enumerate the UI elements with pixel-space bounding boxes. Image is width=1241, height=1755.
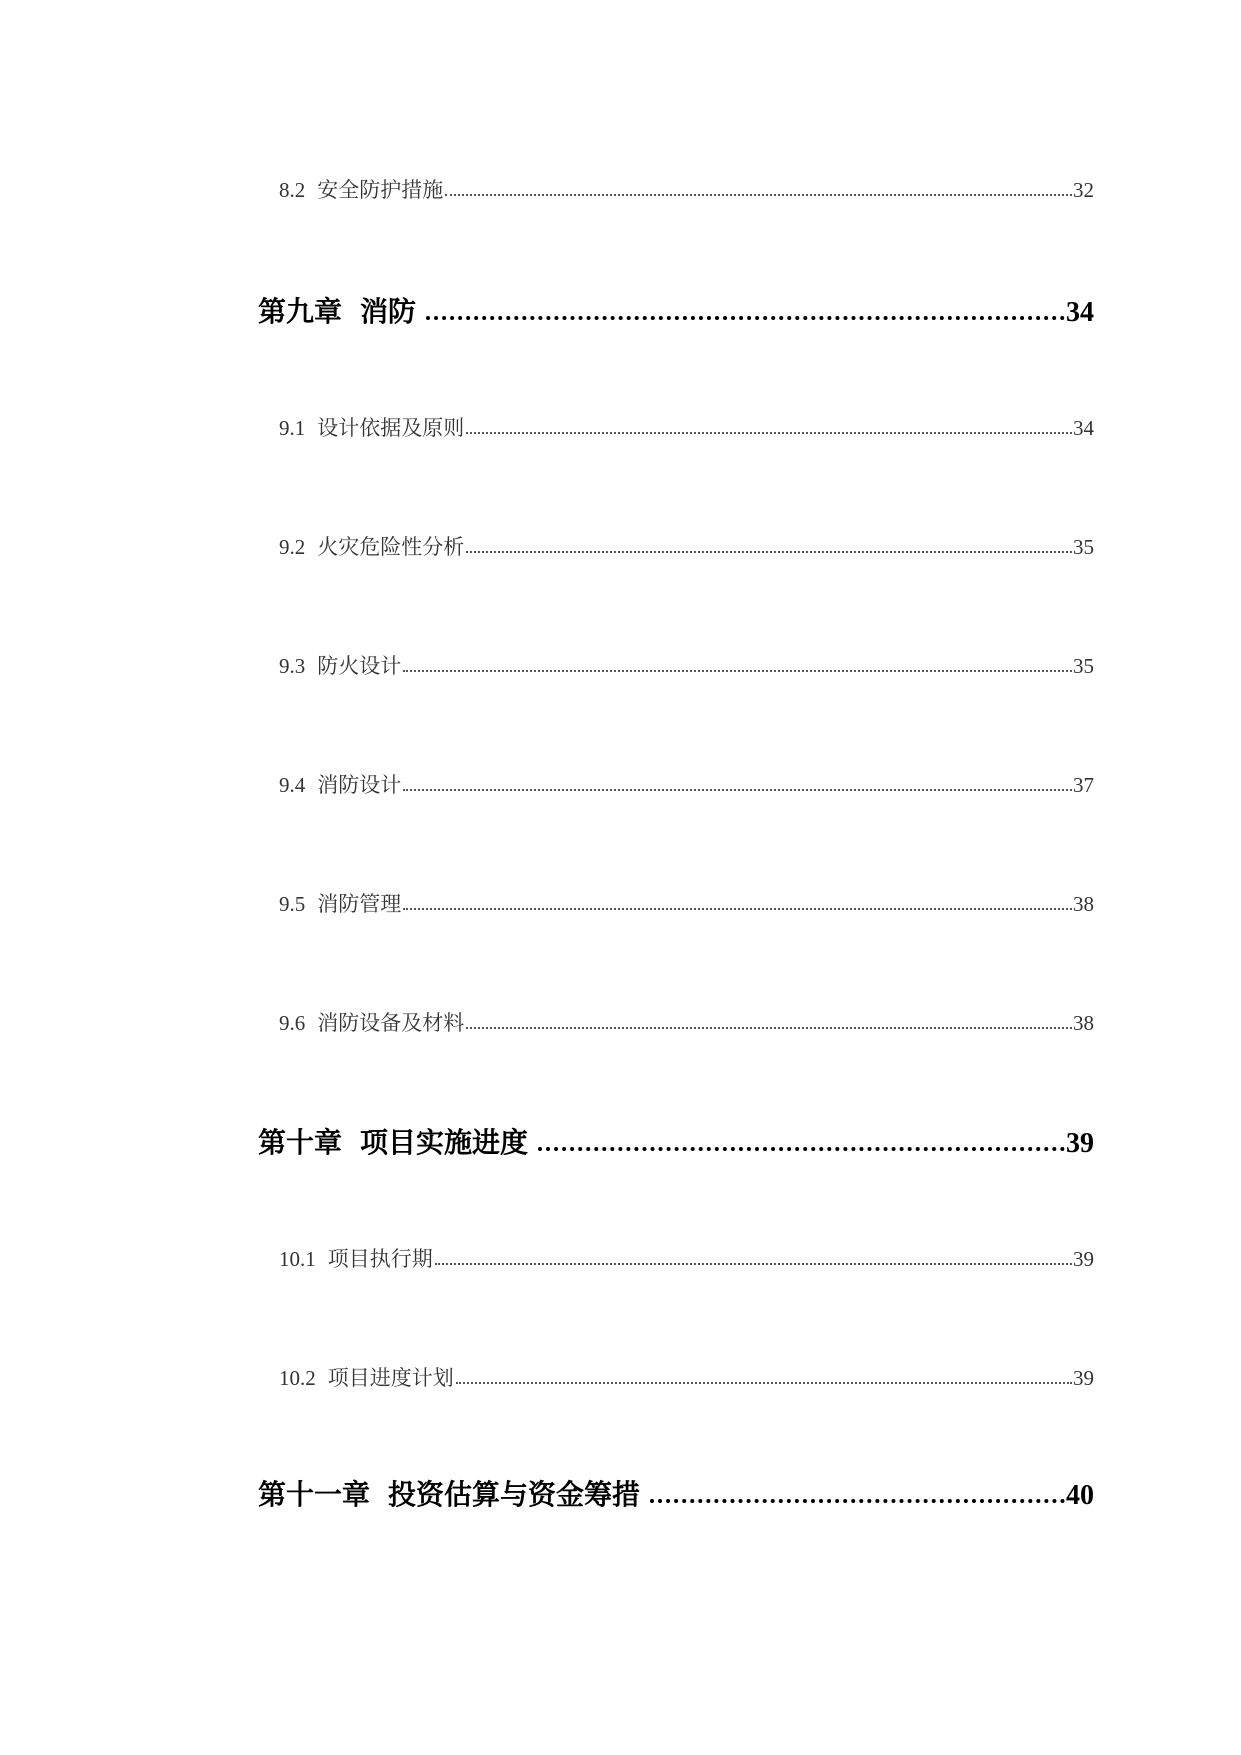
toc-entry-9-2[interactable] <box>279 531 1094 561</box>
toc-chapter-10[interactable] <box>258 1121 1094 1161</box>
toc-entry-10-2[interactable] <box>279 1362 1094 1392</box>
toc-entry-10-1[interactable] <box>279 1243 1094 1273</box>
toc-entry-page: 32 <box>1073 178 1094 202</box>
toc-entry-9-6[interactable] <box>279 1007 1094 1037</box>
dot-leader <box>466 1026 1072 1029</box>
dot-leader <box>456 1381 1072 1384</box>
toc-entry-page: 35 <box>1073 654 1094 678</box>
toc-chapter-number: 第十章 <box>258 1128 343 1159</box>
toc-entry-title: 火灾危险性分析 <box>317 535 465 559</box>
toc-entry-number: 8.2 <box>279 178 306 202</box>
toc-entry-title: 消防管理 <box>317 892 402 916</box>
toc-entry-number: 9.2 <box>279 535 306 559</box>
dot-leader <box>403 788 1072 791</box>
toc-chapter-9[interactable] <box>258 290 1094 330</box>
toc-entry-number: 9.5 <box>279 892 306 916</box>
toc-entry-8-2[interactable] <box>279 174 1094 204</box>
toc-entry-page: 38 <box>1073 892 1094 916</box>
toc-entry-title: 安全防护措施 <box>317 178 444 202</box>
toc-entry-9-4[interactable] <box>279 769 1094 799</box>
toc-entry-page: 37 <box>1073 773 1094 797</box>
toc-entry-title: 项目执行期 <box>327 1247 433 1271</box>
toc-entry-number: 10.2 <box>279 1366 316 1390</box>
toc-entry-number: 9.4 <box>279 773 306 797</box>
dot-leader <box>403 669 1072 672</box>
toc-entry-page: 34 <box>1073 416 1094 440</box>
toc-entry-page: 38 <box>1073 1011 1094 1035</box>
toc-chapter-11[interactable] <box>258 1473 1094 1513</box>
toc-entry-9-1[interactable] <box>279 412 1094 442</box>
toc-chapter-page: 34 <box>1066 297 1094 328</box>
toc-entry-title: 消防设备及材料 <box>317 1011 465 1035</box>
dot-leader <box>435 1262 1072 1265</box>
dot-leader <box>538 1146 1065 1151</box>
toc-chapter-number: 第九章 <box>258 297 343 328</box>
toc-entry-title: 设计依据及原则 <box>317 416 465 440</box>
toc-entry-title: 项目进度计划 <box>327 1366 454 1390</box>
toc-entry-page: 39 <box>1073 1247 1094 1271</box>
toc-entry-page: 35 <box>1073 535 1094 559</box>
toc-entry-title: 防火设计 <box>317 654 402 678</box>
toc-chapter-page: 39 <box>1066 1128 1094 1159</box>
toc-entry-number: 10.1 <box>279 1247 316 1271</box>
dot-leader <box>650 1498 1065 1503</box>
toc-entry-9-3[interactable] <box>279 650 1094 680</box>
dot-leader <box>403 907 1072 910</box>
dot-leader <box>426 315 1065 320</box>
dot-leader <box>445 193 1072 196</box>
toc-chapter-page: 40 <box>1066 1480 1094 1511</box>
toc-entry-title: 消防设计 <box>317 773 402 797</box>
toc-entry-number: 9.1 <box>279 416 306 440</box>
dot-leader <box>466 550 1072 553</box>
toc-chapter-title: 项目实施进度 <box>360 1128 529 1159</box>
toc-chapter-number: 第十一章 <box>258 1480 371 1511</box>
toc-chapter-title: 投资估算与资金筹措 <box>388 1480 641 1511</box>
toc-entry-number: 9.6 <box>279 1011 306 1035</box>
toc-entry-page: 39 <box>1073 1366 1094 1390</box>
toc-entry-9-5[interactable] <box>279 888 1094 918</box>
dot-leader <box>466 431 1072 434</box>
toc-chapter-title: 消防 <box>360 297 417 328</box>
toc-entry-number: 9.3 <box>279 654 306 678</box>
